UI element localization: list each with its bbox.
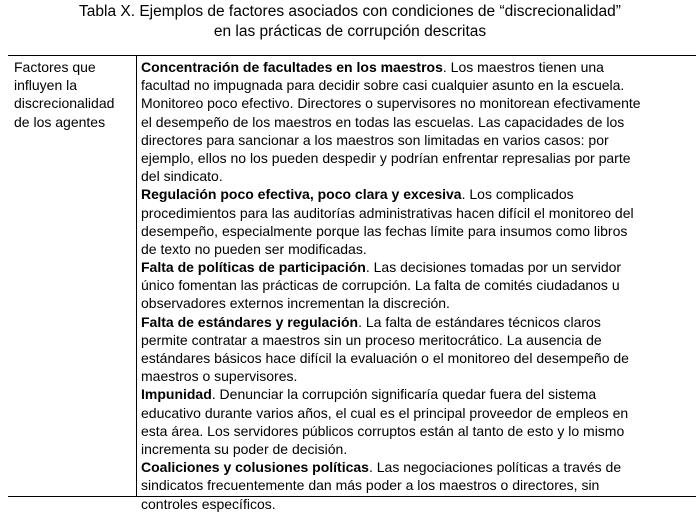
factor-text: . Las decisiones tomadas por un servidor bbox=[365, 259, 622, 276]
factor-heading: Regulación poco efectiva, poco clara y excesiva bbox=[141, 186, 462, 203]
factor-entry-line bbox=[141, 385, 697, 403]
factor-entry-line bbox=[141, 58, 697, 76]
caption-line-1: Tabla X. Ejemplos de factores asociados con condiciones de “discrecionalidad” bbox=[79, 3, 621, 20]
row-header-cell bbox=[14, 58, 132, 131]
factor-text: educativo durante varios años, el cual es el principal proveedor de empleos en bbox=[141, 404, 629, 421]
factor-entry bbox=[141, 258, 697, 313]
factor-text: el desempeño de los maestros en todas las escuelas. Las capacidades de los bbox=[141, 113, 625, 130]
factor-entry bbox=[141, 185, 697, 258]
factor-entry-line bbox=[141, 349, 697, 367]
table-top-rule bbox=[8, 55, 696, 56]
factor-entry-line bbox=[141, 367, 697, 385]
factor-text: sindicatos frecuentemente dan más poder a los maestros o directores, sin bbox=[141, 477, 600, 494]
factor-entry-line bbox=[141, 240, 697, 258]
factor-text: permite contratar a maestros sin un proceso meritocrático. La ausencia de bbox=[141, 331, 602, 348]
factor-text: controles específicos. bbox=[141, 495, 276, 512]
factor-entry bbox=[141, 385, 697, 458]
row-header-line: influyen la bbox=[14, 77, 78, 94]
factor-entry-line bbox=[141, 185, 697, 203]
factor-entry-line bbox=[141, 149, 697, 167]
factor-entry-line bbox=[141, 113, 697, 131]
factor-text: . Los complicados bbox=[461, 186, 574, 203]
factor-text: . Las negociaciones políticas a través de bbox=[368, 459, 622, 476]
factors-description-cell bbox=[141, 58, 697, 513]
factor-entry-line bbox=[141, 458, 697, 476]
factor-text: maestros o supervisores. bbox=[141, 368, 298, 385]
factor-text: ejemplo, ellos no los pueden despedir y podrían enfrentar represalias por parte bbox=[141, 149, 631, 166]
factor-heading: Concentración de facultades en los maestros bbox=[141, 59, 443, 75]
factor-text: estándares básicos hace difícil la evaluación o el monitoreo del desempeño de bbox=[141, 350, 629, 366]
factor-entry bbox=[141, 313, 697, 386]
factor-text: del sindicato. bbox=[141, 168, 223, 185]
factor-entry-line bbox=[141, 167, 697, 185]
factor-entry-line bbox=[141, 222, 697, 240]
factor-text: observadores externos incrementan la discreción. bbox=[141, 295, 450, 312]
factor-entry bbox=[141, 58, 697, 94]
table-caption bbox=[0, 2, 700, 42]
factor-entry-line bbox=[141, 404, 697, 422]
factor-heading: Falta de políticas de participación bbox=[141, 259, 366, 276]
factor-entry-line bbox=[141, 94, 697, 112]
factor-text: incrementa su poder de decisión. bbox=[141, 440, 348, 457]
factor-entry-line bbox=[141, 131, 697, 149]
factor-entry-line bbox=[141, 276, 697, 294]
factor-text: Monitoreo poco efectivo. Directores o supervisores no monitorean efectivamente bbox=[141, 95, 641, 112]
caption-line-2: en las prácticas de corrupción descritas bbox=[213, 23, 487, 40]
factor-text: único fomentan las prácticas de corrupción. La falta de comités ciudadanos u bbox=[141, 277, 620, 294]
factor-text: directores para sancionar a los maestros son limitadas en varios casos: por bbox=[141, 131, 609, 148]
factor-text: facultad no impugnada para decidir sobre casi cualquier asunto en la escuela. bbox=[141, 77, 625, 94]
factor-entry-line bbox=[141, 258, 697, 276]
factor-entry-line bbox=[141, 331, 697, 349]
column-divider bbox=[136, 56, 137, 496]
row-header-line: de los agentes bbox=[14, 113, 106, 130]
row-header-line: discrecionalidad bbox=[14, 95, 115, 112]
factor-entry bbox=[141, 458, 697, 513]
factor-heading: Impunidad bbox=[141, 386, 212, 403]
factor-text: . Los maestros tienen una bbox=[442, 59, 604, 75]
row-header-line: Factores que bbox=[14, 59, 96, 75]
factor-entry-line bbox=[141, 313, 697, 331]
factor-entry bbox=[141, 94, 697, 185]
factor-text: procedimientos para las auditorías administrativas hacen difícil el monitoreo del bbox=[141, 204, 634, 221]
factor-entry-line bbox=[141, 294, 697, 312]
factor-entry-line bbox=[141, 495, 697, 513]
factor-text: desempeño, especialmente porque las fechas límite para insumos como libros bbox=[141, 222, 628, 239]
factor-heading: Falta de estándares y regulación bbox=[141, 313, 359, 330]
factor-entry-line bbox=[141, 76, 697, 94]
factor-entry-line bbox=[141, 422, 697, 440]
factor-entry-line bbox=[141, 476, 697, 494]
factor-heading: Coaliciones y colusiones políticas bbox=[141, 459, 369, 476]
factor-entry-line bbox=[141, 204, 697, 222]
factor-text: . Denunciar la corrupción significaría quedar fuera del sistema bbox=[211, 386, 597, 403]
factor-entry-line bbox=[141, 440, 697, 458]
factor-text: . La falta de estándares técnicos claros bbox=[358, 313, 601, 330]
factor-text: de texto no pueden ser modificadas. bbox=[141, 240, 367, 257]
factor-text: esta área. Los servidores públicos corruptos están al tanto de esto y lo mismo bbox=[141, 422, 625, 439]
